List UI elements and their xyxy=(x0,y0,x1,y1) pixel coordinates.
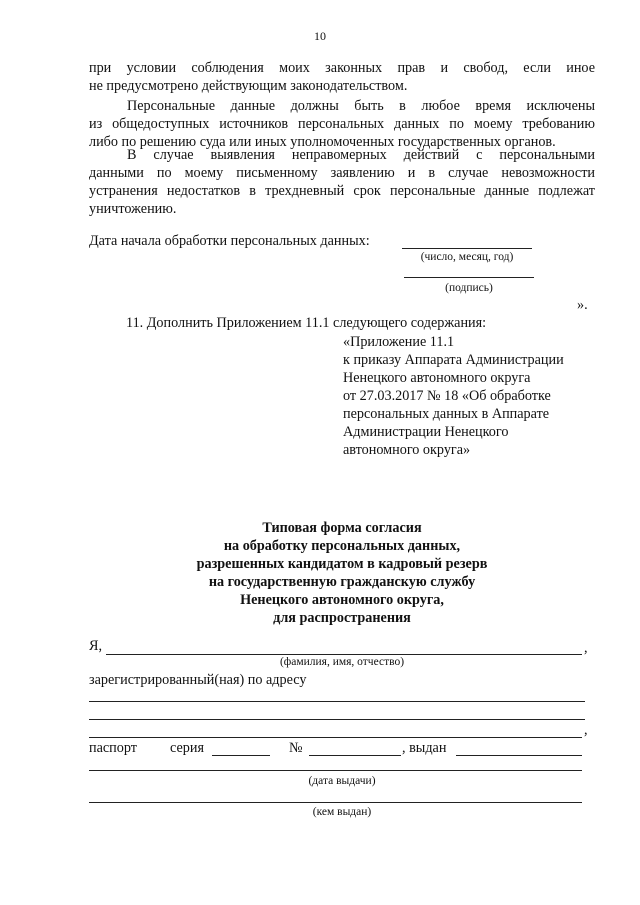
item-11: 11. Дополнить Приложением 11.1 следующего содержания: xyxy=(126,315,487,331)
intro-line-2: не предусмотрено действующим законодательством. xyxy=(89,78,408,94)
appendix-line-6: Администрации Ненецкого xyxy=(343,424,509,440)
appendix-header xyxy=(343,333,593,459)
form-title-line-6: для распространения xyxy=(273,610,411,626)
intro-paragraph xyxy=(89,59,595,95)
full-name-line[interactable] xyxy=(106,654,582,655)
issue-date-caption: (дата выдачи) xyxy=(308,775,376,787)
form-title-line-2: на обработку персональных данных, xyxy=(223,538,461,554)
deletion-line-2: из общедоступных источников персональных данных по моему требованию xyxy=(89,116,595,132)
address-comma: , xyxy=(584,722,588,738)
form-title-line-5: Ненецкого автономного округа, xyxy=(240,592,444,608)
appendix-line-3: Ненецкого автономного округа xyxy=(343,370,531,386)
issued-by-line[interactable] xyxy=(89,802,582,803)
deletion-paragraph xyxy=(89,97,595,151)
destruction-line-4: уничтожению. xyxy=(89,201,177,217)
issue-date-line[interactable] xyxy=(89,770,582,771)
full-name-comma: , xyxy=(584,640,588,656)
appendix-line-4: от 27.03.2017 № 18 «Об обработке xyxy=(343,388,551,404)
page-number: 10 xyxy=(314,29,326,43)
form-title xyxy=(89,519,595,627)
issued-by-caption: (кем выдан) xyxy=(312,806,372,818)
series-line[interactable] xyxy=(212,755,270,756)
full-name-caption: (фамилия, имя, отчество) xyxy=(279,656,405,668)
address-line-3[interactable] xyxy=(89,737,582,738)
passport-label: паспорт xyxy=(89,740,137,756)
intro-line-1: при условии соблюдения моих законных прав и свобод, если иное xyxy=(89,60,595,76)
destruction-line-1: В случае выявления неправомерных действий с персональными xyxy=(127,147,595,163)
series-label: серия xyxy=(170,740,204,756)
signature-caption: (подпись) xyxy=(445,282,493,294)
issued-label: , выдан xyxy=(402,740,447,756)
destruction-line-2: данными по моему письменному заявлению и в случае невозможности xyxy=(89,165,595,181)
destruction-line-3: устранения недостатков в трехдневный срок персональные данные подлежат xyxy=(89,183,595,199)
destruction-paragraph xyxy=(89,146,595,218)
appendix-line-7: автономного округа» xyxy=(343,442,471,458)
start-date-label: Дата начала обработки персональных данных: xyxy=(89,233,370,249)
address-line-2[interactable] xyxy=(89,719,585,720)
deletion-line-3: либо по решению суда или иных уполномоченных государственных органов. xyxy=(89,134,556,150)
number-label: № xyxy=(289,740,303,756)
appendix-line-2: к приказу Аппарата Администрации xyxy=(343,352,564,368)
deletion-line-1: Персональные данные должны быть в любое время исключены xyxy=(127,98,595,114)
form-title-line-1: Типовая форма согласия xyxy=(262,520,422,536)
address-label: зарегистрированный(ная) по адресу xyxy=(89,672,307,688)
form-title-line-3: разрешенных кандидатом в кадровый резерв xyxy=(196,556,488,572)
form-title-line-4: на государственную гражданскую службу xyxy=(208,574,476,590)
address-line-1[interactable] xyxy=(89,701,585,702)
issued-line[interactable] xyxy=(456,755,582,756)
appendix-line-5: персональных данных в Аппарате xyxy=(343,406,550,422)
start-date-line[interactable] xyxy=(402,248,532,249)
start-date-caption: (число, месяц, год) xyxy=(420,251,514,263)
i-label: Я, xyxy=(89,638,103,654)
number-line[interactable] xyxy=(309,755,401,756)
signature-line[interactable] xyxy=(404,277,534,278)
appendix-line-1: «Приложение 11.1 xyxy=(343,334,455,350)
closing-quote: ». xyxy=(577,297,588,313)
